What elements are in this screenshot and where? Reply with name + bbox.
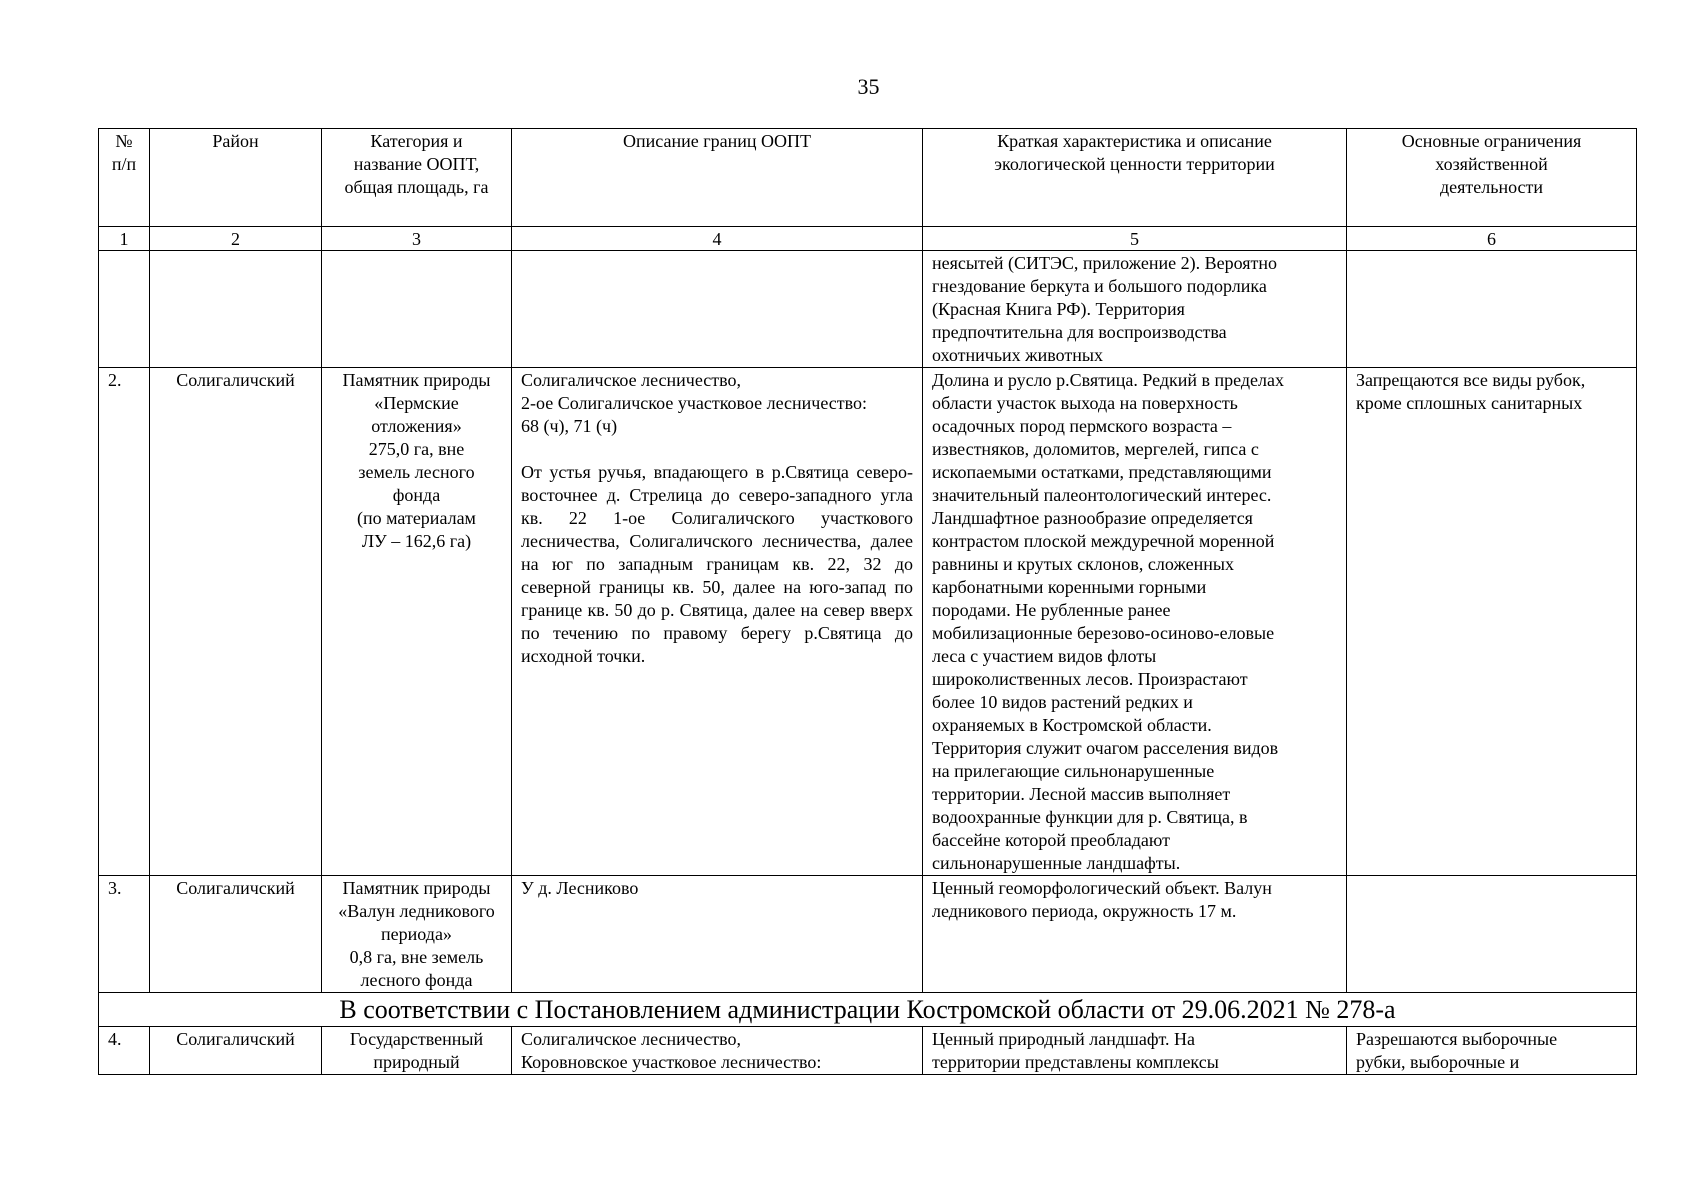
column-number: 6	[1347, 227, 1637, 251]
section-row	[99, 993, 1637, 1027]
column-number-row	[99, 227, 1637, 251]
restrictions-cell	[1347, 876, 1637, 993]
row-number: 3.	[99, 876, 150, 993]
table-row	[99, 876, 1637, 993]
row-number: 4.	[99, 1027, 150, 1075]
continuation-row	[99, 251, 1637, 368]
header-district: Район	[150, 129, 322, 227]
boundaries-body: От устья ручья, впадающего в р.Святица северо-восточнее д. Стрелица до северо-западного угла кв. 22 1-ое Солигаличского участкового лесничества, Солигаличского лесничества, далее на юг по западным границам кв. 22, 32 до северной границы кв. 50, далее на юго-запад по границе кв. 50 до р. Святица, далее на север вверх по течению по правому берегу р.Святица до исходной точки.	[521, 462, 913, 666]
category-cell: Государственный природный	[322, 1027, 512, 1075]
restrictions-cell: Запрещаются все виды рубок, кроме сплошных санитарных	[1347, 368, 1637, 876]
header-row	[99, 129, 1637, 227]
district-cell: Солигаличский	[150, 1027, 322, 1075]
column-number: 2	[150, 227, 322, 251]
paragraph-gap	[521, 438, 913, 461]
district-cell: Солигаличский	[150, 876, 322, 993]
boundaries-cell: У д. Лесниково	[512, 876, 923, 993]
characteristic-cell: Ценный геоморфологический объект. Валун ледникового периода, окружность 17 м.	[923, 876, 1347, 993]
empty-cell	[512, 251, 923, 368]
characteristic-cell: Долина и русло р.Святица. Редкий в пределах области участок выхода на поверхность осадочных пород пермского возраста – известняков, доломитов, мергелей, гипса с ископаемыми остатками, представляющими значительный палеонтологический интерес. Ландшафтное разнообразие определяется контрастом плоской междуречной моренной равнины и крутых склонов, сложенных карбонатными коренными горными породами. Не рубленные ранее мобилизационные березово-осиново-еловые леса с участием видов флоты широколиственных лесов. Произрастают более 10 видов растений редких и охраняемых в Костромской области. Территория служит очагом расселения видов на прилегающие сильнонарушенные территории. Лесной массив выполняет водоохранные функции для р. Святица, в бассейне которой преобладают сильнонарушенные ландшафты.	[923, 368, 1347, 876]
column-number: 5	[923, 227, 1347, 251]
header-number: № п/п	[99, 129, 150, 227]
empty-cell	[322, 251, 512, 368]
header-category: Категория и название ООПТ, общая площадь, га	[322, 129, 512, 227]
header-restrictions: Основные ограничения хозяйственной деятельности	[1347, 129, 1637, 227]
row-number: 2.	[99, 368, 150, 876]
section-title: В соответствии с Постановлением администрации Костромской области от 29.06.2021 № 278-а	[99, 993, 1637, 1027]
table-row	[99, 368, 1637, 876]
characteristic-cell: неясытей (СИТЭС, приложение 2). Вероятно гнездование беркута и большого подорлика (Красная Книга РФ). Территория предпочтительна для воспроизводства охотничьих животных	[923, 251, 1347, 368]
category-cell: Памятник природы «Пермские отложения» 275,0 га, вне земель лесного фонда (по материалам ЛУ – 162,6 га)	[322, 368, 512, 876]
boundaries-head: Солигаличское лесничество, 2-ое Солигаличское участковое лесничество: 68 (ч), 71 (ч)	[521, 370, 868, 436]
page-number: 35	[857, 74, 880, 99]
empty-cell	[99, 251, 150, 368]
header-boundaries: Описание границ ООПТ	[512, 129, 923, 227]
oopt-table	[98, 128, 1637, 1075]
category-cell: Памятник природы «Валун ледникового периода» 0,8 га, вне земель лесного фонда	[322, 876, 512, 993]
boundaries-cell	[512, 368, 923, 876]
column-number: 4	[512, 227, 923, 251]
empty-cell	[150, 251, 322, 368]
header-characteristic: Краткая характеристика и описание экологической ценности территории	[923, 129, 1347, 227]
restrictions-cell: Разрешаются выборочные рубки, выборочные и	[1347, 1027, 1637, 1075]
boundaries-cell: Солигаличское лесничество, Коровновское участковое лесничество:	[512, 1027, 923, 1075]
column-number: 3	[322, 227, 512, 251]
characteristic-cell: Ценный природный ландшафт. На территории представлены комплексы	[923, 1027, 1347, 1075]
table-row	[99, 1027, 1637, 1075]
district-cell: Солигаличский	[150, 368, 322, 876]
empty-cell	[1347, 251, 1637, 368]
column-number: 1	[99, 227, 150, 251]
